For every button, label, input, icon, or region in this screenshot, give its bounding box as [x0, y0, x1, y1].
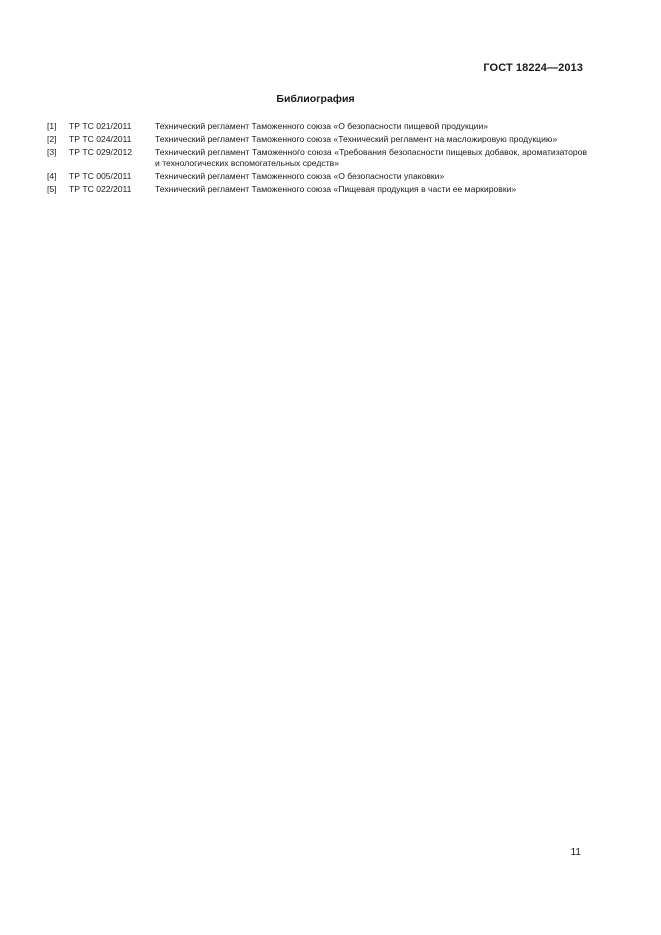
reference-number: [4] — [47, 171, 57, 182]
reference-number: [2] — [47, 134, 57, 145]
bibliography-item — [47, 121, 587, 132]
page-number: 11 — [570, 847, 581, 858]
reference-code: ТР ТС 021/2011 — [69, 121, 132, 131]
reference-code: ТР ТС 024/2011 — [69, 134, 132, 145]
bibliography-item — [47, 184, 587, 195]
reference-code: ТР ТС 005/2011 — [69, 171, 132, 182]
reference-text: Технический регламент Таможенного союза «Технический регламент на масложировую продукцию» — [155, 134, 558, 145]
reference-text: Технический регламент Таможенного союза «О безопасности упаковки» — [155, 171, 445, 182]
reference-text: Технический регламент Таможенного союза «Пищевая продукция в части ее маркировки» — [155, 184, 517, 195]
reference-code: ТР ТС 022/2011 — [69, 184, 132, 195]
bibliography-item — [47, 134, 587, 145]
reference-text: Технический регламент Таможенного союза «О безопасности пищевой продукции» — [155, 121, 489, 131]
bibliography-item — [47, 147, 587, 168]
reference-number: [5] — [47, 184, 57, 195]
reference-number: [3] — [47, 147, 57, 158]
reference-number: [1] — [47, 121, 57, 131]
bibliography-list — [47, 121, 587, 198]
reference-text: Технический регламент Таможенного союза «Требования безопасности пищевых добавок, ароматизаторов и технологических вспомогательных средств» — [155, 147, 587, 168]
document-code: ГОСТ 18224—2013 — [483, 62, 583, 74]
reference-code: ТР ТС 029/2012 — [69, 147, 133, 158]
bibliography-title: Библиография — [276, 93, 355, 105]
bibliography-item — [47, 171, 587, 182]
